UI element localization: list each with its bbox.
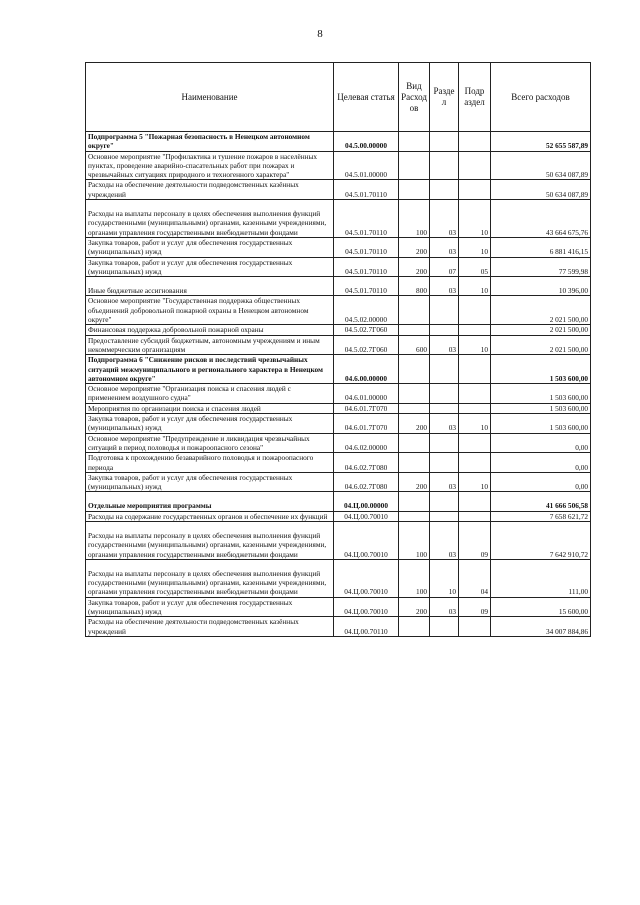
row-type-cell: 200 — [399, 472, 430, 492]
row-section-cell — [430, 433, 459, 453]
row-section-cell: 03 — [430, 597, 459, 617]
row-total-cell: 52 655 587,89 — [491, 132, 591, 152]
row-name-cell: Подпрограмма 5 "Пожарная безопасность в Ненецком автономном округе" — [86, 132, 334, 152]
row-target-cell: 04.5.02.7Г060 — [334, 325, 399, 335]
row-type-cell: 200 — [399, 597, 430, 617]
row-total-cell: 0,00 — [491, 472, 591, 492]
row-total-cell: 15 600,00 — [491, 597, 591, 617]
row-type-cell: 100 — [399, 200, 430, 238]
row-name-cell: Подготовка к прохождению безаварийного половодья и пожароопасного периода — [86, 453, 334, 473]
row-name-cell: Отдельные мероприятия программы — [86, 492, 334, 511]
header-target: Целевая статья — [334, 63, 399, 132]
row-total-cell: 0,00 — [491, 453, 591, 473]
header-total: Всего расходов — [491, 63, 591, 132]
row-section-cell — [430, 384, 459, 404]
row-name-cell: Расходы на выплаты персоналу в целях обеспечения выполнения функций государственными (муниципальными) органами, казенными учреждениями, органами управления государственными внебюджетными фондами — [86, 200, 334, 238]
row-target-cell: 04.Ц.00.70010 — [334, 559, 399, 597]
row-name-cell: Расходы на содержание государственных органов и обеспечение их функций — [86, 511, 334, 521]
row-name-cell: Основное мероприятие "Государственная поддержка общественных объединений добровольной пожарной охраны в Ненецком автономном округе" — [86, 296, 334, 325]
row-total-cell: 50 634 087,89 — [491, 180, 591, 200]
row-name-cell: Расходы на обеспечение деятельности подведомственных казённых учреждений — [86, 180, 334, 200]
row-type-cell — [399, 492, 430, 511]
row-section-cell: 03 — [430, 200, 459, 238]
table-row — [86, 296, 591, 325]
row-target-cell: 04.6.02.7Г080 — [334, 472, 399, 492]
row-total-cell: 1 503 600,00 — [491, 355, 591, 384]
row-name-cell: Закупка товаров, работ и услуг для обеспечения государственных (муниципальных) нужд — [86, 472, 334, 492]
row-section-cell — [430, 511, 459, 521]
row-total-cell: 50 634 087,89 — [491, 151, 591, 180]
row-subsection-cell — [459, 132, 491, 152]
table-row — [86, 355, 591, 384]
row-subsection-cell — [459, 433, 491, 453]
row-type-cell: 800 — [399, 277, 430, 296]
table-row — [86, 433, 591, 453]
row-subsection-cell: 09 — [459, 597, 491, 617]
row-type-cell — [399, 151, 430, 180]
row-total-cell: 7 658 621,72 — [491, 511, 591, 521]
row-section-cell: 03 — [430, 237, 459, 257]
row-subsection-cell: 10 — [459, 335, 491, 355]
row-type-cell — [399, 433, 430, 453]
row-section-cell — [430, 296, 459, 325]
row-target-cell: 04.5.00.00000 — [334, 132, 399, 152]
row-subsection-cell — [459, 617, 491, 637]
row-section-cell — [430, 180, 459, 200]
row-target-cell: 04.Ц.00.00000 — [334, 492, 399, 511]
row-subsection-cell — [459, 325, 491, 335]
row-name-cell: Расходы на обеспечение деятельности подведомственных казённых учреждений — [86, 617, 334, 637]
row-subsection-cell: 10 — [459, 472, 491, 492]
row-total-cell: 0,00 — [491, 433, 591, 453]
row-name-cell: Расходы на выплаты персоналу в целях обеспечения выполнения функций государственными (муниципальными) органами, казенными учреждениями, органами управления государственными внебюджетными фондами — [86, 521, 334, 559]
row-target-cell: 04.Ц.00.70010 — [334, 511, 399, 521]
table-row — [86, 597, 591, 617]
table-row — [86, 151, 591, 180]
row-section-cell — [430, 403, 459, 413]
row-subsection-cell: 05 — [459, 257, 491, 277]
row-subsection-cell — [459, 151, 491, 180]
budget-table — [85, 62, 591, 637]
row-target-cell: 04.6.00.00000 — [334, 355, 399, 384]
row-type-cell — [399, 296, 430, 325]
table-row — [86, 237, 591, 257]
page-number: 8 — [317, 28, 323, 40]
row-subsection-cell — [459, 180, 491, 200]
row-section-cell: 03 — [430, 414, 459, 434]
row-section-cell: 03 — [430, 521, 459, 559]
row-section-cell — [430, 453, 459, 473]
row-total-cell: 111,00 — [491, 559, 591, 597]
table-row — [86, 472, 591, 492]
row-target-cell: 04.6.02.00000 — [334, 433, 399, 453]
row-total-cell: 10 396,00 — [491, 277, 591, 296]
row-type-cell — [399, 355, 430, 384]
row-target-cell: 04.5.01.70110 — [334, 257, 399, 277]
row-total-cell: 34 007 884,86 — [491, 617, 591, 637]
table-row — [86, 617, 591, 637]
row-type-cell: 200 — [399, 257, 430, 277]
row-type-cell — [399, 453, 430, 473]
row-total-cell: 1 503 600,00 — [491, 403, 591, 413]
table-header-row — [86, 63, 591, 132]
row-name-cell: Основное мероприятие "Организация поиска и спасения людей с применением воздушного судна" — [86, 384, 334, 404]
row-section-cell: 03 — [430, 335, 459, 355]
row-subsection-cell: 10 — [459, 277, 491, 296]
table-row — [86, 403, 591, 413]
row-subsection-cell — [459, 355, 491, 384]
row-section-cell — [430, 151, 459, 180]
row-target-cell: 04.Ц.00.70010 — [334, 597, 399, 617]
row-type-cell: 600 — [399, 335, 430, 355]
table-row — [86, 335, 591, 355]
row-target-cell: 04.Ц.00.70110 — [334, 617, 399, 637]
row-type-cell — [399, 132, 430, 152]
row-total-cell: 2 021 500,00 — [491, 335, 591, 355]
row-section-cell — [430, 325, 459, 335]
header-section: Разде л — [430, 63, 459, 132]
row-type-cell — [399, 403, 430, 413]
row-type-cell — [399, 180, 430, 200]
row-type-cell: 200 — [399, 414, 430, 434]
row-target-cell: 04.Ц.00.70010 — [334, 521, 399, 559]
row-target-cell: 04.5.01.00000 — [334, 151, 399, 180]
table-row — [86, 325, 591, 335]
row-section-cell: 07 — [430, 257, 459, 277]
table-row — [86, 559, 591, 597]
row-name-cell: Финансовая поддержка добровольной пожарной охраны — [86, 325, 334, 335]
row-section-cell: 10 — [430, 559, 459, 597]
row-name-cell: Основное мероприятие "Профилактика и тушение пожаров в населённых пунктах, проведение аварийно-спасательных работ при пожарах и чрезвычайных ситуациях природного и техногенного характера" — [86, 151, 334, 180]
row-total-cell: 77 599,98 — [491, 257, 591, 277]
row-target-cell: 04.5.01.70110 — [334, 237, 399, 257]
row-total-cell: 6 881 416,15 — [491, 237, 591, 257]
row-total-cell: 41 666 506,58 — [491, 492, 591, 511]
table-row — [86, 414, 591, 434]
row-subsection-cell — [459, 511, 491, 521]
table-row — [86, 511, 591, 521]
row-name-cell: Иные бюджетные ассигнования — [86, 277, 334, 296]
row-target-cell: 04.6.01.7Г070 — [334, 414, 399, 434]
row-target-cell: 04.5.02.7Г060 — [334, 335, 399, 355]
table-row — [86, 384, 591, 404]
row-total-cell: 7 642 910,72 — [491, 521, 591, 559]
row-subsection-cell: 04 — [459, 559, 491, 597]
header-name: Наименование — [86, 63, 334, 132]
row-subsection-cell: 10 — [459, 414, 491, 434]
row-type-cell — [399, 511, 430, 521]
row-target-cell: 04.5.02.00000 — [334, 296, 399, 325]
row-name-cell: Мероприятия по организации поиска и спасения людей — [86, 403, 334, 413]
row-type-cell: 200 — [399, 237, 430, 257]
table-row — [86, 277, 591, 296]
row-total-cell: 2 021 500,00 — [491, 325, 591, 335]
row-name-cell: Основное мероприятие "Предупреждение и ликвидация чрезвычайных ситуаций в период половодья и пожароопасного сезона" — [86, 433, 334, 453]
row-subsection-cell — [459, 296, 491, 325]
table-row — [86, 200, 591, 238]
table-body — [86, 132, 591, 637]
row-name-cell: Предоставление субсидий бюджетным, автономным учреждениям и иным некоммерческим организациям — [86, 335, 334, 355]
header-type: Вид Расход ов — [399, 63, 430, 132]
row-name-cell: Подпрограмма 6 "Снижение рисков и последствий чрезвычайных ситуаций межмуниципального и регионального характера в Ненецком автономном округе" — [86, 355, 334, 384]
row-target-cell: 04.5.01.70110 — [334, 277, 399, 296]
row-subsection-cell — [459, 403, 491, 413]
row-target-cell: 04.6.01.00000 — [334, 384, 399, 404]
row-section-cell — [430, 132, 459, 152]
table-row — [86, 132, 591, 152]
row-section-cell — [430, 355, 459, 384]
row-subsection-cell — [459, 453, 491, 473]
row-target-cell: 04.6.02.7Г080 — [334, 453, 399, 473]
row-name-cell: Закупка товаров, работ и услуг для обеспечения государственных (муниципальных) нужд — [86, 414, 334, 434]
table-row — [86, 521, 591, 559]
row-type-cell: 100 — [399, 559, 430, 597]
row-type-cell — [399, 325, 430, 335]
row-section-cell: 03 — [430, 472, 459, 492]
table-row — [86, 257, 591, 277]
row-name-cell: Закупка товаров, работ и услуг для обеспечения государственных (муниципальных) нужд — [86, 257, 334, 277]
row-section-cell — [430, 617, 459, 637]
row-type-cell — [399, 617, 430, 637]
row-total-cell: 1 503 600,00 — [491, 384, 591, 404]
row-subsection-cell: 10 — [459, 200, 491, 238]
row-subsection-cell — [459, 492, 491, 511]
row-subsection-cell: 09 — [459, 521, 491, 559]
row-total-cell: 2 021 500,00 — [491, 296, 591, 325]
row-target-cell: 04.5.01.70110 — [334, 200, 399, 238]
row-target-cell: 04.6.01.7Г070 — [334, 403, 399, 413]
table-row — [86, 492, 591, 511]
row-type-cell: 100 — [399, 521, 430, 559]
row-name-cell: Закупка товаров, работ и услуг для обеспечения государственных (муниципальных) нужд — [86, 237, 334, 257]
row-type-cell — [399, 384, 430, 404]
row-subsection-cell: 10 — [459, 237, 491, 257]
header-subsection: Подр аздел — [459, 63, 491, 132]
row-section-cell: 03 — [430, 277, 459, 296]
row-target-cell: 04.5.01.70110 — [334, 180, 399, 200]
row-total-cell: 1 503 600,00 — [491, 414, 591, 434]
row-name-cell: Закупка товаров, работ и услуг для обеспечения государственных (муниципальных) нужд — [86, 597, 334, 617]
table-row — [86, 180, 591, 200]
row-subsection-cell — [459, 384, 491, 404]
row-name-cell: Расходы на выплаты персоналу в целях обеспечения выполнения функций государственными (муниципальными) органами, казенными учреждениями, органами управления государственными внебюджетными фондами — [86, 559, 334, 597]
row-total-cell: 43 664 675,76 — [491, 200, 591, 238]
table-row — [86, 453, 591, 473]
row-section-cell — [430, 492, 459, 511]
